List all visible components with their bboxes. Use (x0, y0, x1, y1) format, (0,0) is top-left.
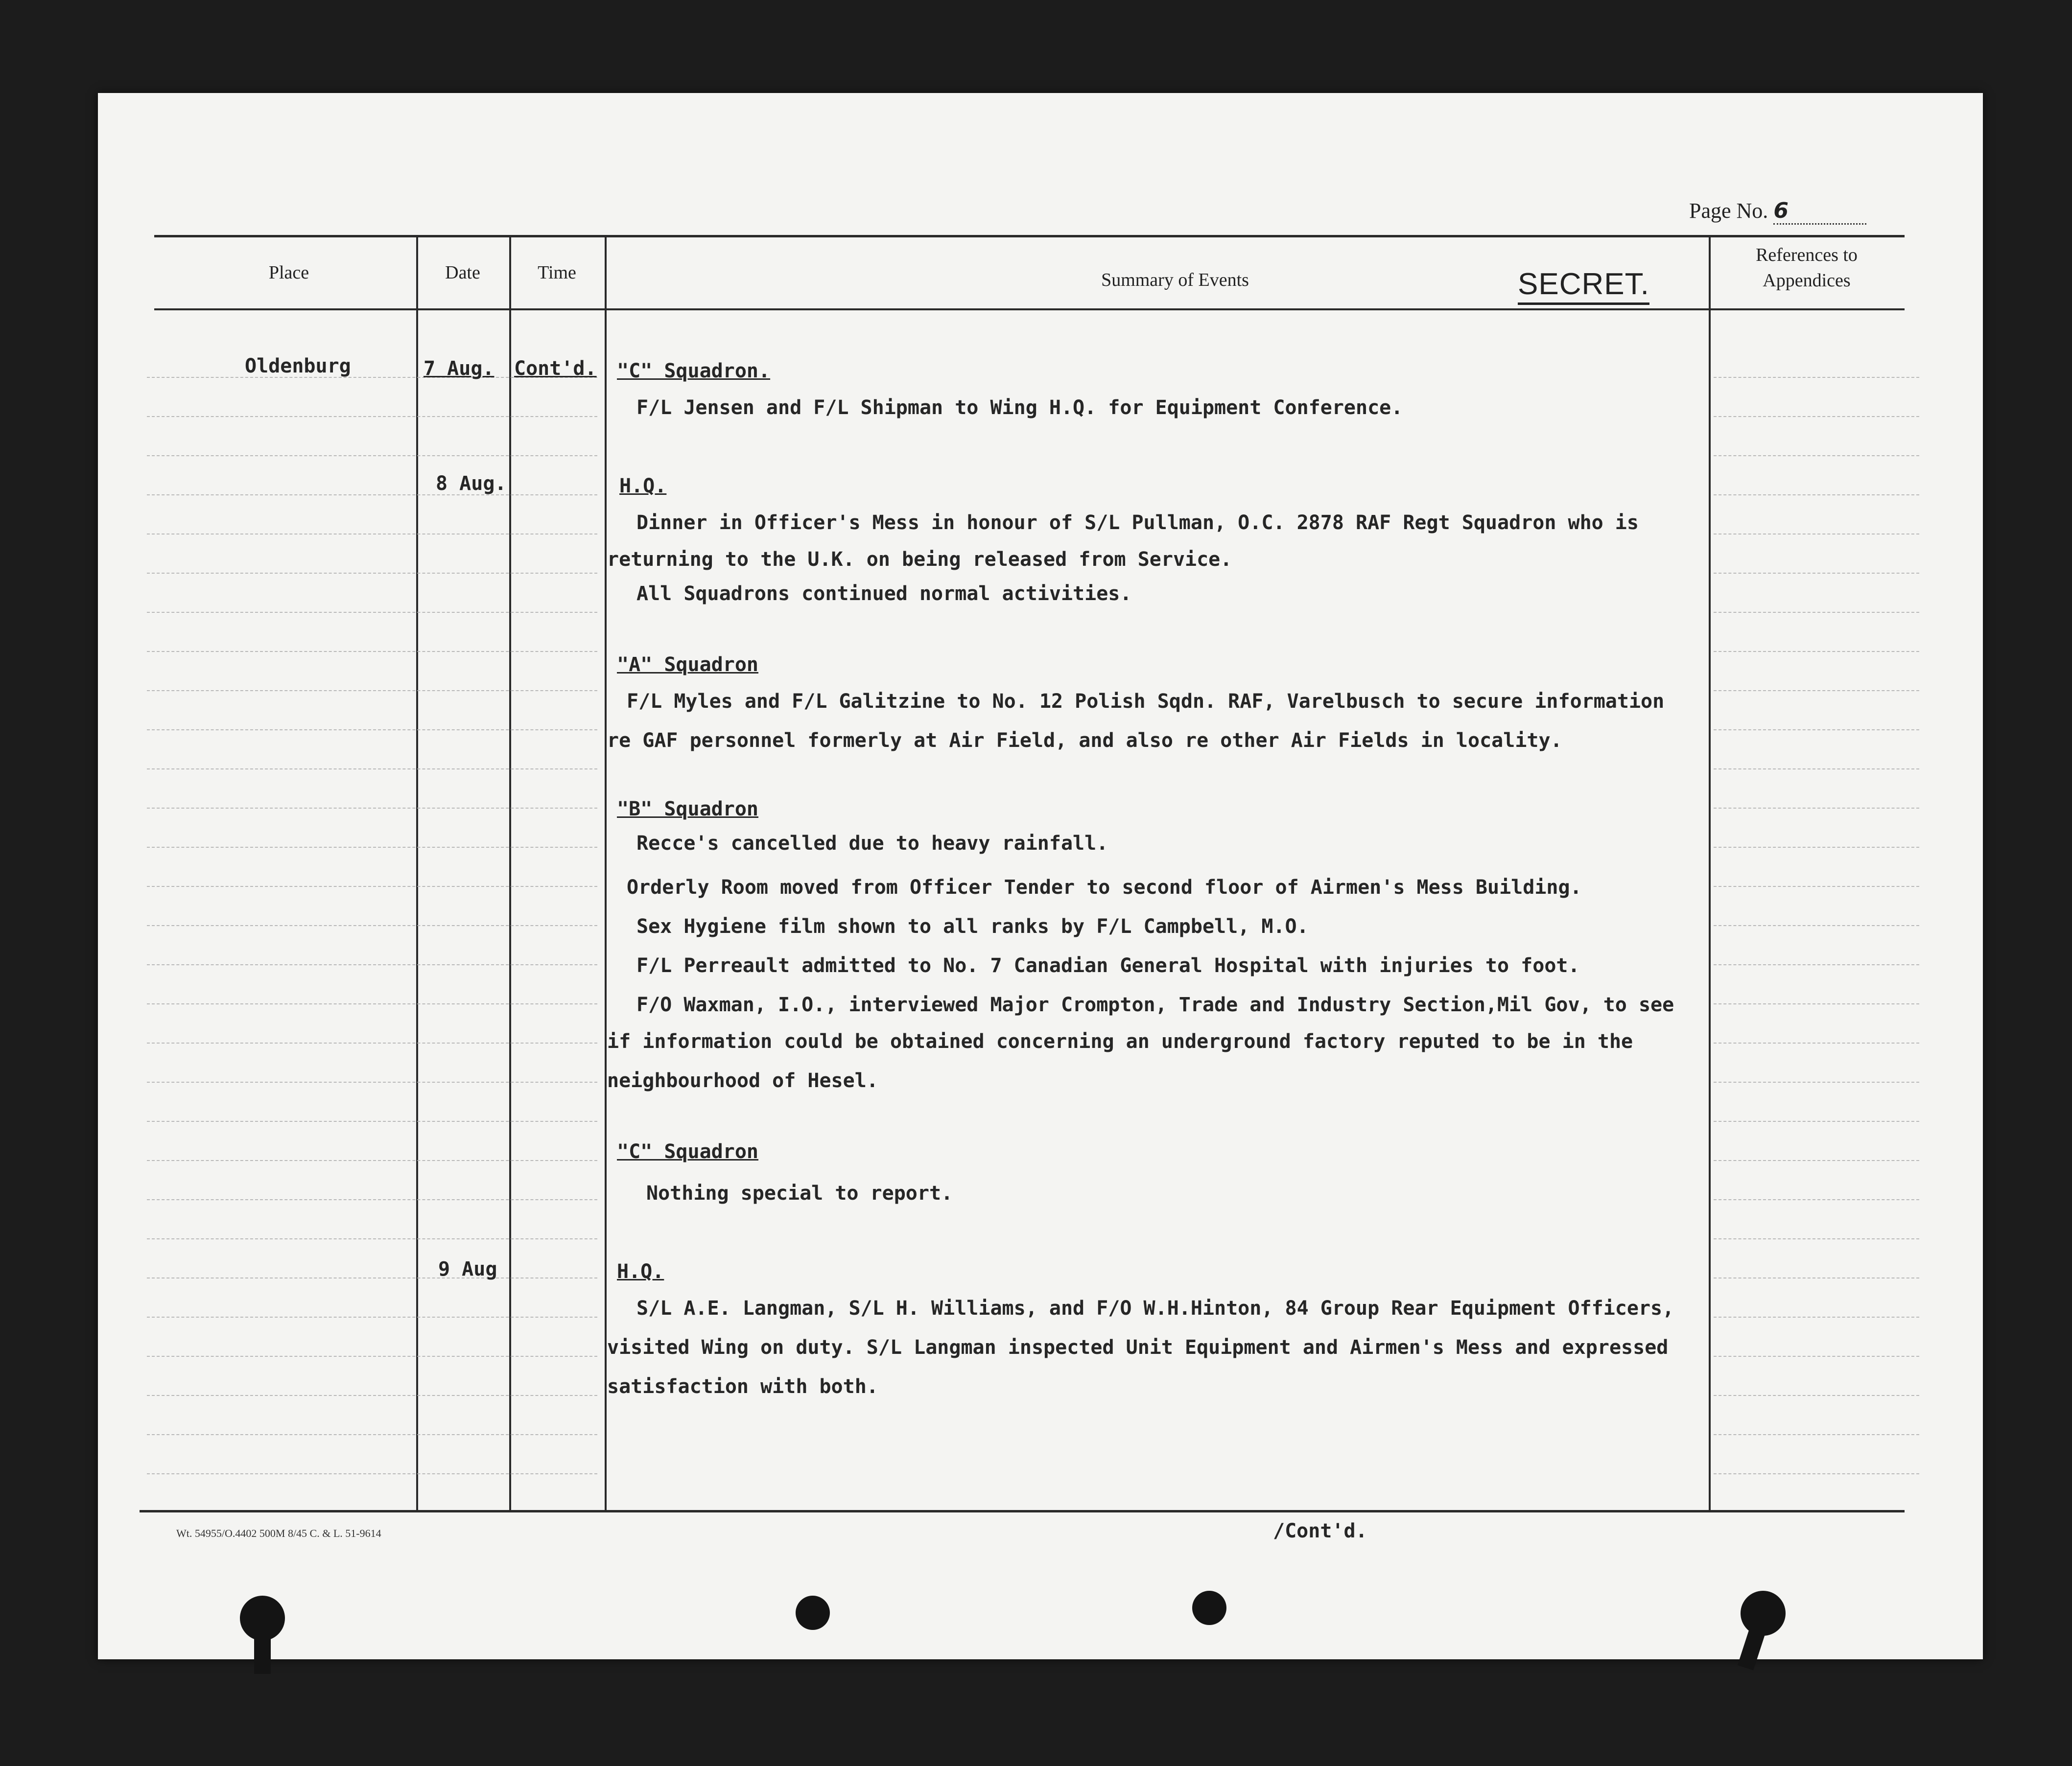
ruled-line (147, 768, 597, 769)
ruled-line (1714, 808, 1919, 809)
column-divider-time-summary (605, 235, 607, 1510)
ruled-line (1714, 455, 1919, 456)
ruled-line (147, 1003, 597, 1004)
squadron-heading: "A" Squadron (617, 653, 758, 676)
event-line: returning to the U.K. on being released from Service. (607, 548, 1232, 571)
event-line: Recce's cancelled due to heavy rainfall. (636, 832, 1108, 855)
header-time: Time (538, 262, 576, 283)
squadron-heading: "C" Squadron. (617, 360, 771, 382)
event-line: Sex Hygiene film shown to all ranks by F/L Campbell, M.O. (636, 915, 1309, 938)
header-references: References to Appendices (1756, 245, 1858, 291)
ruled-line (1714, 651, 1919, 652)
ruled-line (147, 1082, 597, 1083)
ruled-line (147, 1199, 597, 1200)
ruled-line (147, 494, 597, 495)
ruled-line (1714, 847, 1919, 848)
event-line: Dinner in Officer's Mess in honour of S/L Pullman, O.C. 2878 RAF Regt Squadron who is (636, 511, 1639, 534)
squadron-heading: "B" Squadron (617, 798, 758, 820)
ruled-line (147, 847, 597, 848)
continued-note: /Cont'd. (1273, 1520, 1367, 1542)
header-place: Place (268, 262, 309, 283)
ruled-line (147, 1395, 597, 1396)
ruled-line (147, 455, 597, 456)
event-line: visited Wing on duty. S/L Langman inspected Unit Equipment and Airmen's Mess and expressed (607, 1336, 1669, 1359)
entry-date: 8 Aug. (436, 472, 507, 495)
ruled-line (1714, 494, 1919, 495)
event-line: re GAF personnel formerly at Air Field, and also re other Air Fields in locality. (607, 729, 1562, 752)
event-line: if information could be obtained concerning an underground factory reputed to be in the (607, 1030, 1633, 1053)
war-diary-page (98, 93, 1983, 1659)
entry-date: 9 Aug (438, 1258, 497, 1280)
secret-stamp: SECRET. (1518, 267, 1649, 305)
ruled-line (147, 964, 597, 965)
ruled-line (147, 1473, 597, 1474)
event-line: Orderly Room moved from Officer Tender to second floor of Airmen's Mess Building. (627, 876, 1582, 899)
ruled-line (147, 1317, 597, 1318)
event-line: S/L A.E. Langman, S/L H. Williams, and F/O W.H.Hinton, 84 Group Rear Equipment Officers, (636, 1297, 1674, 1320)
column-divider-summary-references (1709, 235, 1711, 1510)
squadron-heading: "C" Squadron (617, 1140, 758, 1163)
hq-heading: H.Q. (617, 1260, 664, 1283)
ruled-line (1714, 1395, 1919, 1396)
ruled-line (147, 1160, 597, 1161)
event-line: F/O Waxman, I.O., interviewed Major Crompton, Trade and Industry Section,Mil Gov, to see (636, 994, 1674, 1016)
ruled-line (1714, 1473, 1919, 1474)
ruled-line (1714, 1199, 1919, 1200)
ruled-line (1714, 377, 1919, 378)
ruled-line (147, 1356, 597, 1357)
page-number-value: 6 (1773, 198, 1866, 225)
ruled-line (1714, 416, 1919, 417)
ruled-line (147, 690, 597, 691)
ruled-line (147, 886, 597, 887)
ruled-line (1714, 964, 1919, 965)
hq-heading: H.Q. (619, 475, 667, 497)
ruled-line (147, 1121, 597, 1122)
ruled-line (147, 416, 597, 417)
ruled-line (1714, 1160, 1919, 1161)
ruled-line (147, 1434, 597, 1435)
ruled-line (1714, 1082, 1919, 1083)
punch-hole (796, 1596, 830, 1630)
header-summary: Summary of Events (1101, 270, 1249, 290)
ruled-line (1714, 1003, 1919, 1004)
event-line: neighbourhood of Hesel. (607, 1069, 878, 1092)
ruled-line (1714, 729, 1919, 730)
ruled-line (1714, 1043, 1919, 1044)
entry-time: Cont'd. (514, 357, 597, 380)
ruled-line (1714, 886, 1919, 887)
ruled-line (147, 1043, 597, 1044)
ruled-line (147, 808, 597, 809)
event-line: Nothing special to report. (646, 1182, 953, 1205)
event-line: F/L Perreault admitted to No. 7 Canadian General Hospital with injuries to foot. (636, 954, 1580, 977)
column-divider-place-date (416, 235, 418, 1510)
ruled-line (1714, 925, 1919, 926)
ruled-line (147, 651, 597, 652)
ruled-line (147, 925, 597, 926)
page-number-label (1689, 198, 1866, 225)
ruled-line (1714, 573, 1919, 574)
ruled-line (1714, 690, 1919, 691)
ruled-line (1714, 1356, 1919, 1357)
event-line: F/L Jensen and F/L Shipman to Wing H.Q. for Equipment Conference. (636, 396, 1403, 419)
event-line: All Squadrons continued normal activities. (636, 582, 1132, 605)
ruled-line (147, 729, 597, 730)
page-label-text: Page No. (1689, 199, 1768, 223)
punch-hole (1192, 1591, 1226, 1625)
ruled-line (1714, 1434, 1919, 1435)
punch-hole-slot (254, 1620, 271, 1674)
ruled-line (147, 1238, 597, 1239)
ruled-line (1714, 1238, 1919, 1239)
ruled-line (147, 573, 597, 574)
header-date: Date (445, 262, 480, 283)
entry-date: 7 Aug. (424, 357, 494, 380)
table-bottom-rule (140, 1510, 1905, 1512)
column-divider-date-time (509, 235, 511, 1510)
entry-place: Oldenburg (245, 355, 351, 377)
event-line: satisfaction with both. (607, 1375, 878, 1398)
ruled-line (1714, 768, 1919, 769)
form-code: Wt. 54955/O.4402 500M 8/45 C. & L. 51-9614 (176, 1527, 381, 1539)
ruled-line (1714, 1317, 1919, 1318)
ruled-line (1714, 1121, 1919, 1122)
ruled-line (147, 612, 597, 613)
event-line: F/L Myles and F/L Galitzine to No. 12 Polish Sqdn. RAF, Varelbusch to secure information (627, 690, 1665, 713)
ruled-line (1714, 612, 1919, 613)
